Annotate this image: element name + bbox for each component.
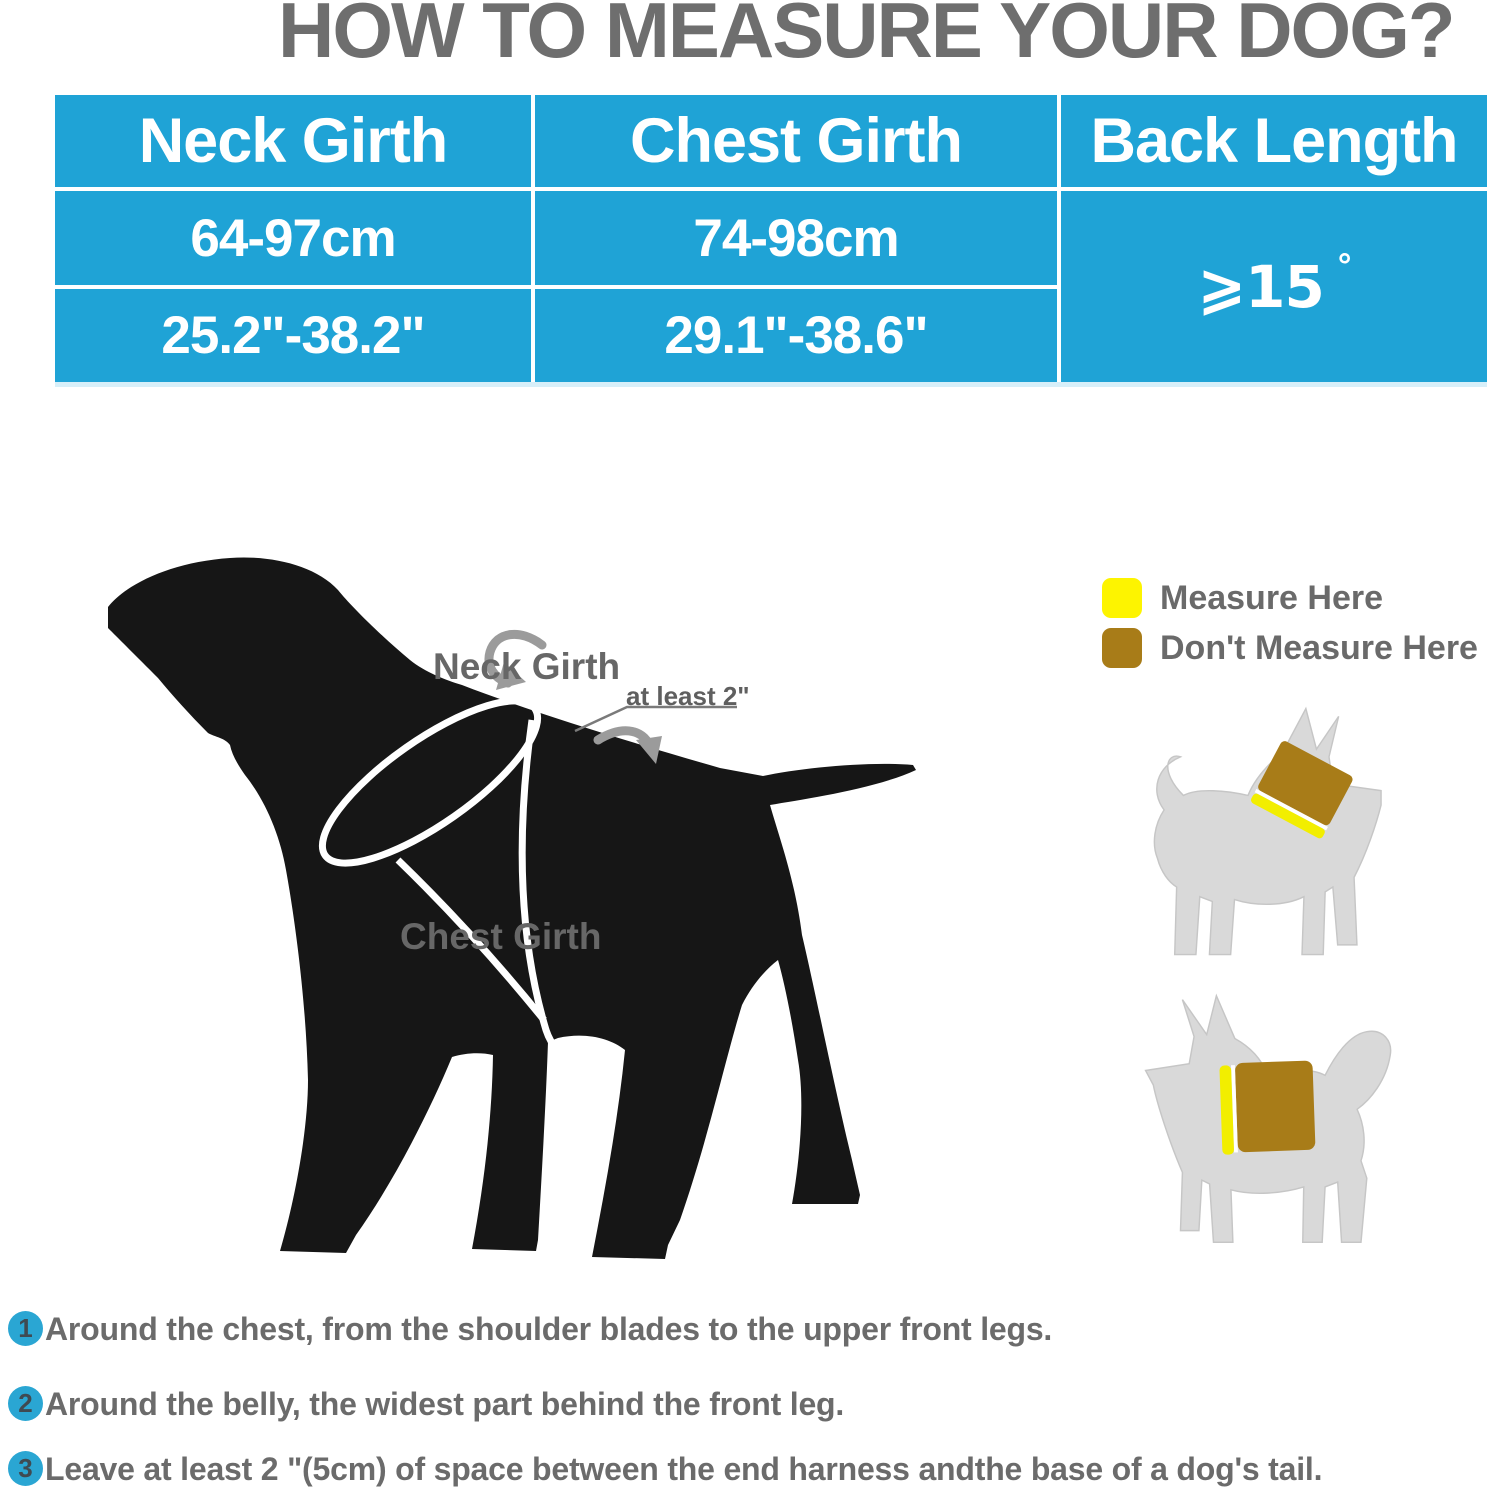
harness-position-dog-illustration	[1112, 988, 1412, 1250]
chest-girth-inch-value: 29.1"-38.6"	[535, 289, 1057, 382]
size-table-header-back-length: Back Length	[1061, 95, 1487, 187]
instruction-3-text: Leave at least 2 "(5cm) of space between the end harness andthe base of a dog's tail.	[45, 1451, 1323, 1487]
neck-girth-cm-value: 64-97cm	[55, 191, 531, 285]
neck-girth-inch-value: 25.2"-38.2"	[55, 289, 531, 382]
instruction-row-2	[8, 1385, 844, 1423]
clearance-diagram-label: at least 2"	[626, 681, 750, 711]
collar-position-dog-illustration	[1140, 698, 1410, 970]
neck-girth-diagram-label: Neck Girth	[433, 646, 621, 687]
dont-measure-here-swatch	[1102, 628, 1142, 668]
instruction-3-badge: 3	[8, 1451, 43, 1486]
instruction-row-1	[8, 1310, 1052, 1348]
back-length-value	[1061, 191, 1487, 382]
instruction-2-badge: 2	[8, 1386, 43, 1421]
measure-here-swatch	[1102, 578, 1142, 618]
chest-girth-cm-value: 74-98cm	[535, 191, 1057, 285]
page-title: HOW TO MEASURE YOUR DOG?	[278, 0, 1454, 74]
instruction-1-badge: 1	[8, 1311, 43, 1346]
instruction-2-text: Around the belly, the widest part behind the front leg.	[45, 1386, 845, 1422]
small-dog-right-shape	[1154, 709, 1381, 955]
size-table-header-neck-girth: Neck Girth	[55, 95, 531, 187]
back-length-angle: ⩾15	[1197, 252, 1324, 321]
degree-symbol: °	[1337, 247, 1351, 285]
size-table-header-chest-girth: Chest Girth	[535, 95, 1057, 187]
dont-measure-belly-band	[1235, 1060, 1316, 1152]
instruction-1-text: Around the chest, from the shoulder blades to the upper front legs.	[45, 1311, 1053, 1347]
measure-here-label: Measure Here	[1160, 579, 1384, 617]
chest-girth-diagram-label: Chest Girth	[400, 916, 602, 957]
instruction-row-3	[8, 1450, 1322, 1488]
dont-measure-here-label: Don't Measure Here	[1160, 629, 1478, 667]
size-table	[55, 95, 1487, 387]
